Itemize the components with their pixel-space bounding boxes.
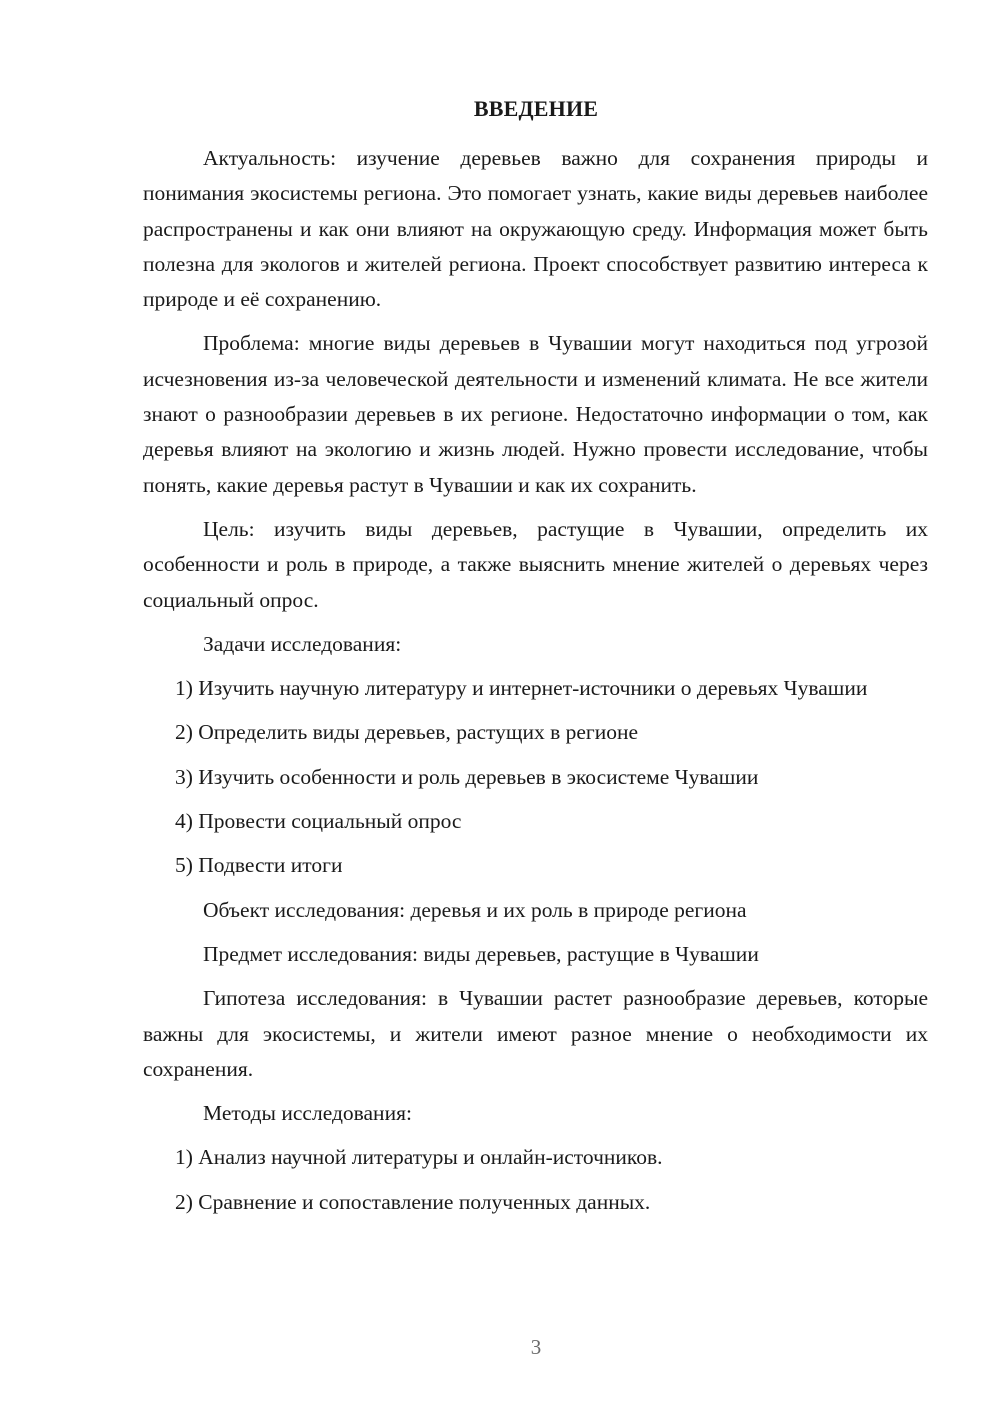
methods-heading: Методы исследования: bbox=[203, 1101, 412, 1126]
page-title: ВВЕДЕНИЕ bbox=[473, 96, 599, 121]
task-item: 4) Провести социальный опрос bbox=[175, 809, 462, 834]
document-body bbox=[143, 141, 928, 1220]
task-item: 3) Изучить особенности и роль деревьев в экосистеме Чувашии bbox=[175, 764, 759, 789]
goal-paragraph: Цель: изучить виды деревьев, растущие в Чувашии, определить их особенности и роль в природе, а также выяснить мнение жителей о деревьях через социальный опрос. bbox=[143, 516, 928, 612]
task-item: 5) Подвести итоги bbox=[175, 853, 343, 878]
object-paragraph: Объект исследования: деревья и их роль в природе региона bbox=[203, 897, 747, 922]
method-item: 1) Анализ научной литературы и онлайн-источников. bbox=[175, 1145, 663, 1170]
method-item: 2) Сравнение и сопоставление полученных данных. bbox=[175, 1189, 651, 1214]
tasks-heading: Задачи исследования: bbox=[203, 631, 402, 656]
task-item: 2) Определить виды деревьев, растущих в регионе bbox=[175, 720, 639, 745]
page-number: 3 bbox=[530, 1335, 542, 1359]
hypothesis-paragraph: Гипотеза исследования: в Чувашии растет разнообразие деревьев, которые важны для экосистемы, и жители имеют разное мнение о необходимости их сохранения. bbox=[143, 986, 928, 1081]
task-item: 1) Изучить научную литературу и интернет-источники о деревьях Чувашии bbox=[175, 676, 868, 701]
problem-paragraph: Проблема: многие виды деревьев в Чувашии могут находиться под угрозой исчезновения из-за человеческой деятельности и изменений климата. Не все жители знают о разнообразии деревьев в их регионе. Недостаточно информации о том, как деревья влияют на экологию и жизнь людей. Нужно провести исследование, чтобы понять, какие деревья растут в Чувашии и как их сохранить. bbox=[143, 331, 928, 497]
subject-paragraph: Предмет исследования: виды деревьев, растущие в Чувашии bbox=[203, 941, 759, 966]
relevance-paragraph: Актуальность: изучение деревьев важно для сохранения природы и понимания экосистемы региона. Это помогает узнать, какие виды деревьев наиболее распространены и как они влияют на окружающую среду. Информация может быть полезна для экологов и жителей региона. Проект способствует развитию интереса к природе и её сохранению. bbox=[143, 146, 928, 312]
